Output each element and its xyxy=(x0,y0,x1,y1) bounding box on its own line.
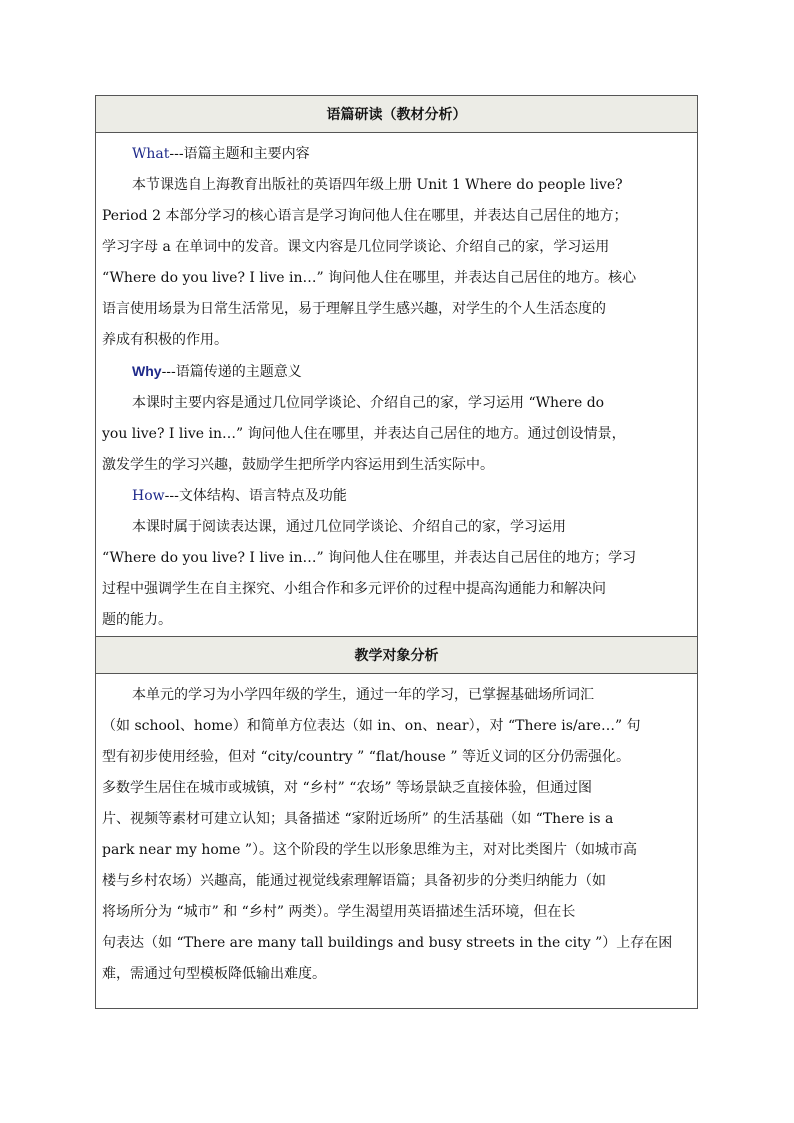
student-line: 本单元的学习为小学四年级的学生，通过一年的学习，已掌握基础场所词汇 xyxy=(132,687,594,703)
student-line: 型有初步使用经验，但对 “city/country ” “flat/house ” 等近义词的区分仍需强化。 xyxy=(102,749,630,765)
student-line: 难，需通过句型模板降低输出难度。 xyxy=(102,966,326,982)
student-line: （如 school、home）和简单方位表达（如 in、on、near），对 “There is/are…” 句 xyxy=(102,718,641,734)
student-line: 楼与乡村农场）兴趣高，能通过视觉线索理解语篇；具备初步的分类归纳能力（如 xyxy=(102,873,606,889)
how-line: 过程中强调学生在自主探究、小组合作和多元评价的过程中提高沟通能力和解决问 xyxy=(102,581,606,597)
how-line: 本课时属于阅读表达课，通过几位同学谈论、介绍自己的家，学习运用 xyxy=(132,519,566,535)
student-analysis-body xyxy=(96,674,697,1008)
what-line: “Where do you live? I live in…” 询问他人住在哪里，并表达自己居住的地方。核心 xyxy=(102,270,637,286)
analysis-table xyxy=(95,95,698,1009)
why-line: 本课时主要内容是通过几位同学谈论、介绍自己的家，学习运用 “Where do xyxy=(132,395,605,411)
what-heading xyxy=(102,139,692,170)
what-title: ---语篇主题和主要内容 xyxy=(169,146,310,162)
why-line: 激发学生的学习兴趣，鼓励学生把所学内容运用到生活实际中。 xyxy=(102,457,494,473)
what-line: 学习字母 a 在单词中的发音。课文内容是几位同学谈论、介绍自己的家，学习运用 xyxy=(102,239,610,255)
why-title: ---语篇传递的主题意义 xyxy=(161,364,302,380)
student-line: 多数学生居住在城市或城镇，对 “乡村” “农场” 等场景缺乏直接体验，但通过图 xyxy=(102,780,592,796)
text-analysis-section xyxy=(96,96,697,637)
student-line: 将场所分为 “城市” 和 “乡村” 两类）。学生渴望用英语描述生活环境，但在长 xyxy=(102,904,576,920)
what-line: 语言使用场景为日常生活常见，易于理解且学生感兴趣，对学生的个人生活态度的 xyxy=(102,301,606,317)
text-analysis-body xyxy=(96,133,697,636)
student-analysis-header: 教学对象分析 xyxy=(96,637,697,674)
what-label: What xyxy=(132,146,170,162)
why-heading xyxy=(102,356,692,388)
student-analysis-section xyxy=(96,637,697,1008)
student-line: 片、视频等素材可建立认知；具备描述 “家附近场所” 的生活基础（如 “There is a xyxy=(102,811,614,827)
how-heading xyxy=(102,481,692,512)
how-line: “Where do you live? I live in…” 询问他人住在哪里，并表达自己居住的地方；学习 xyxy=(102,550,637,566)
how-label: How xyxy=(132,488,165,504)
student-line: 句表达（如 “There are many tall buildings and busy streets in the city ”）上存在困 xyxy=(102,935,673,951)
why-label: Why xyxy=(132,363,162,379)
what-line: 养成有积极的作用。 xyxy=(102,332,228,348)
how-line: 题的能力。 xyxy=(102,612,172,628)
how-title: ---文体结构、语言特点及功能 xyxy=(164,488,347,504)
why-line: you live? I live in…” 询问他人住在哪里，并表达自己居住的地方。通过创设情景， xyxy=(102,426,626,442)
student-line: park near my home ”）。这个阶段的学生以形象思维为主，对对比类图片（如城市高 xyxy=(102,842,637,858)
what-line: Period 2 本部分学习的核心语言是学习询问他人住在哪里，并表达自己居住的地方； xyxy=(102,208,628,224)
what-line: 本节课选自上海教育出版社的英语四年级上册 Unit 1 Where do people live? xyxy=(132,177,623,193)
text-analysis-header: 语篇研读（教材分析） xyxy=(96,96,697,133)
